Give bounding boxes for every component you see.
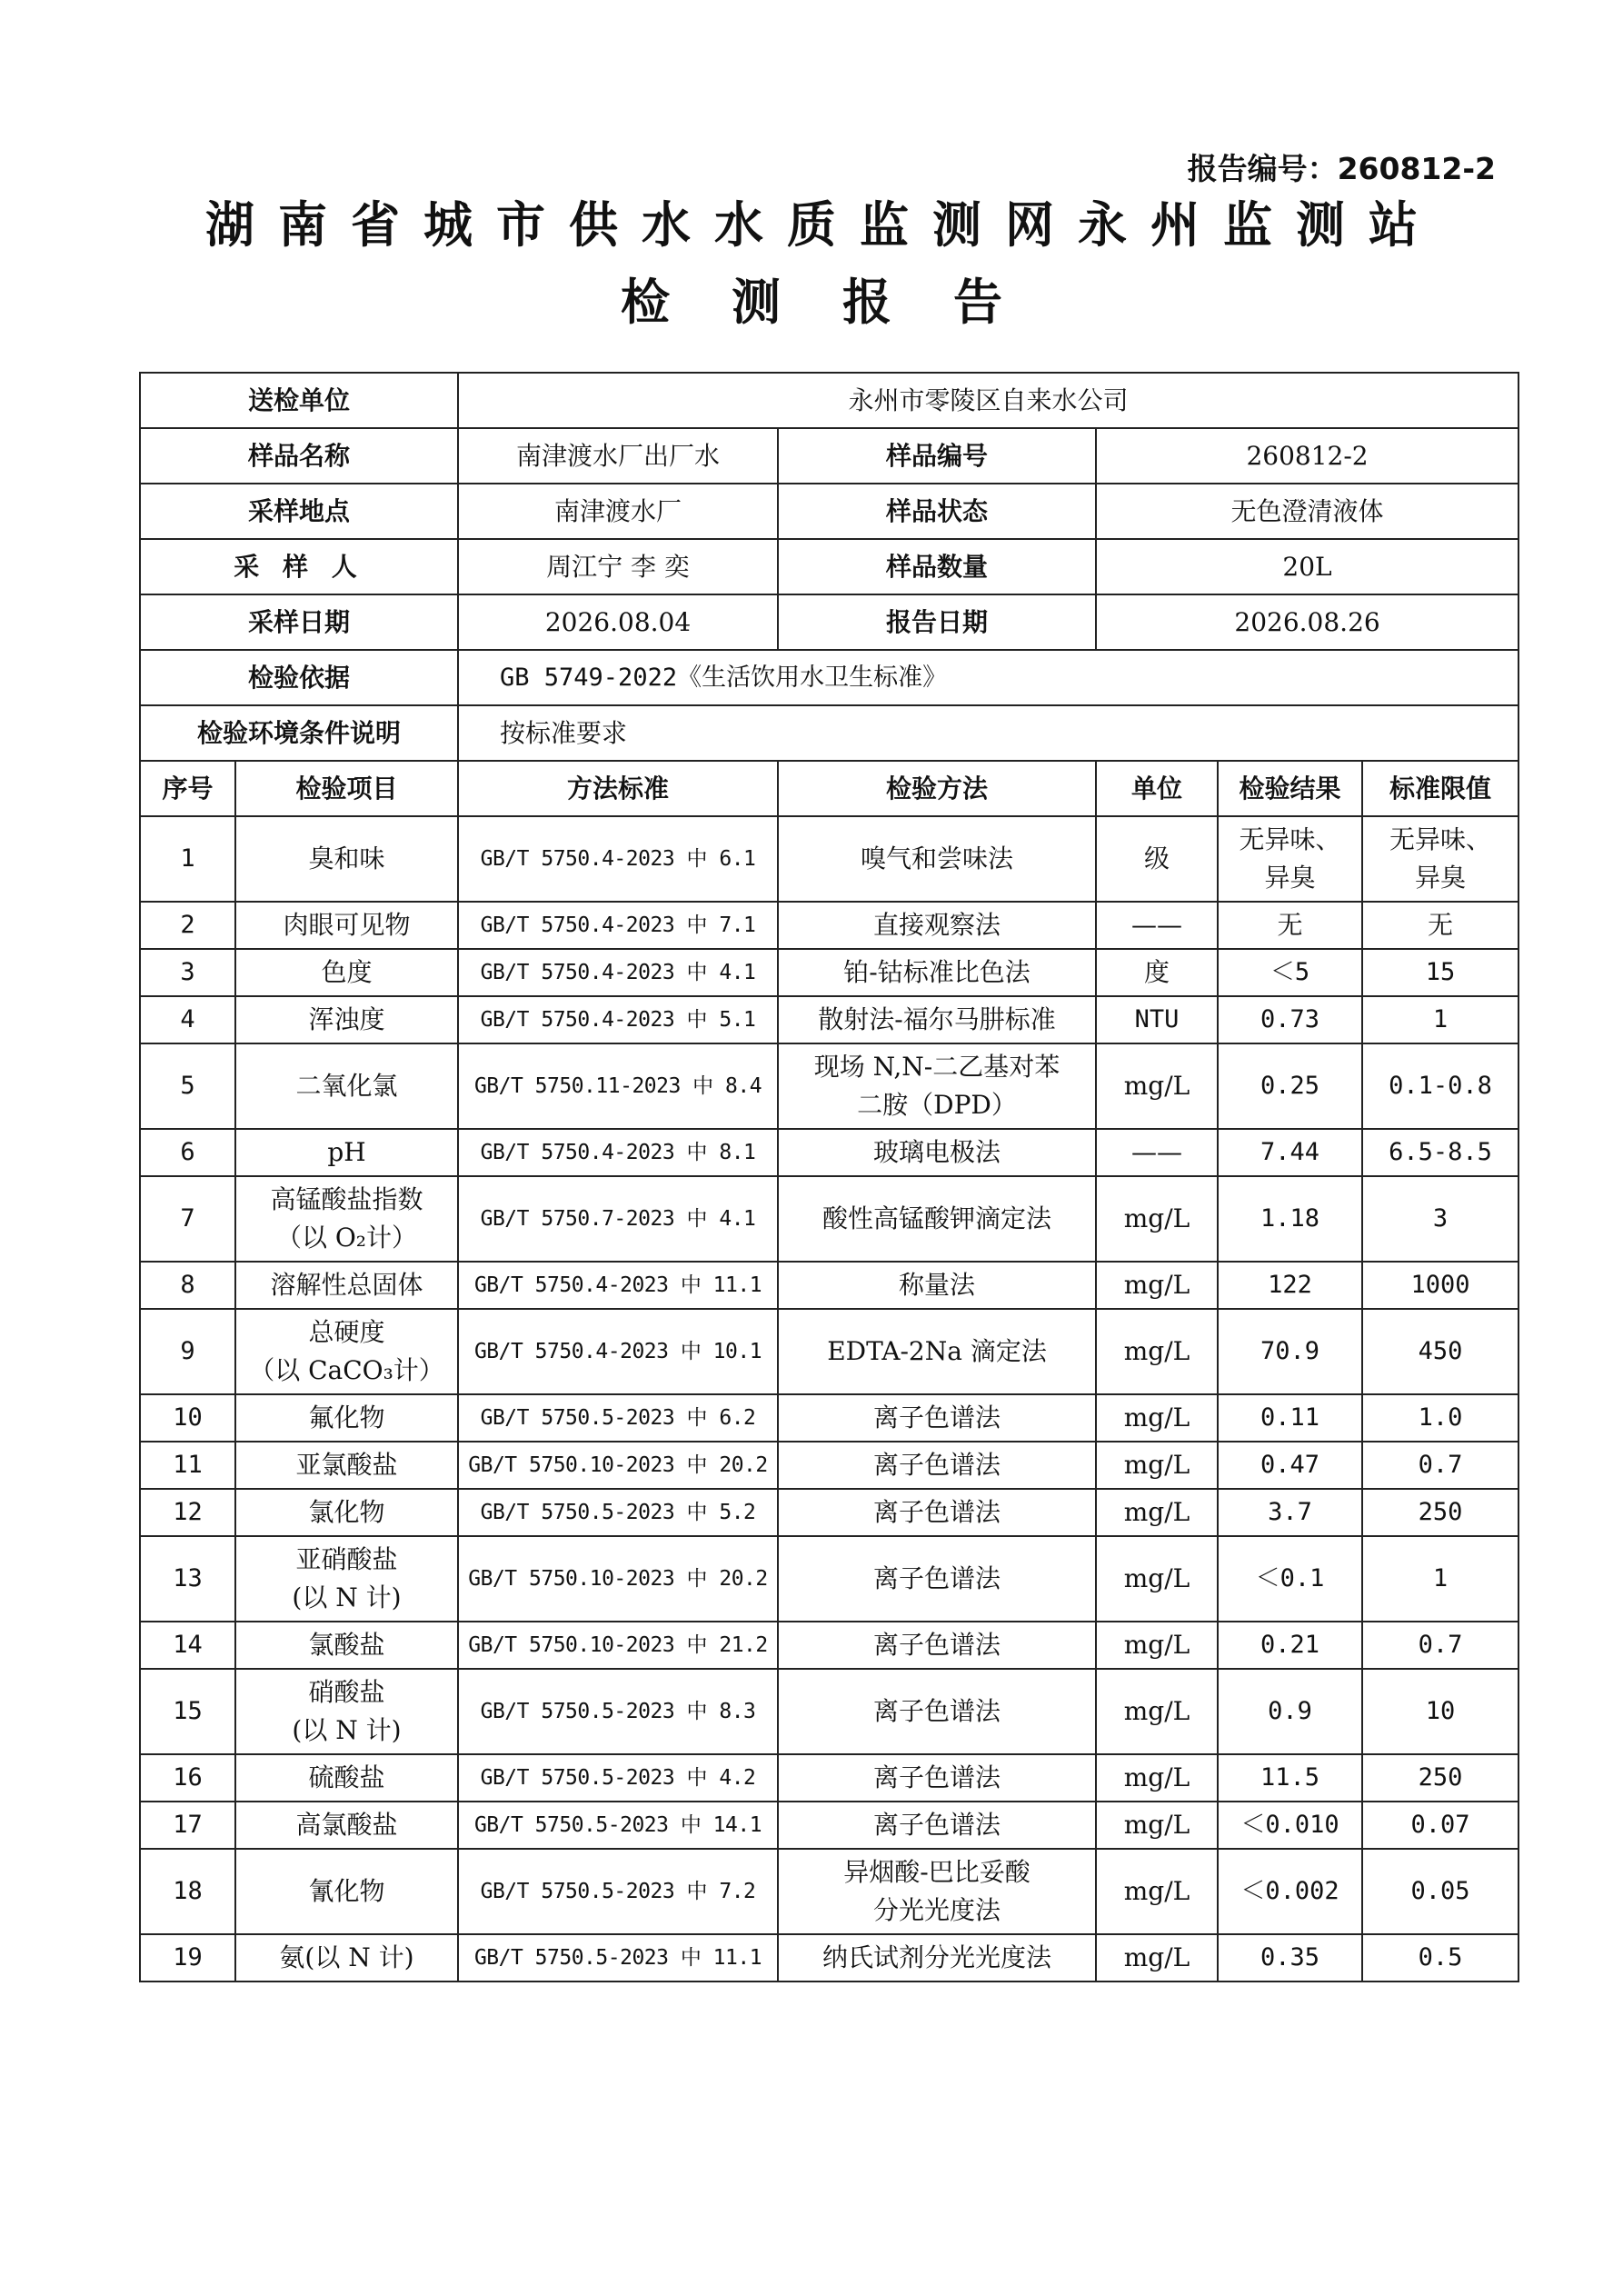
unit: 度 (1096, 949, 1218, 996)
test-method (778, 1669, 1096, 1754)
standard-limit (1362, 902, 1518, 949)
test-method-line: 铂-钴标准比色法 (843, 957, 1031, 987)
quantity-label: 样品数量 (778, 539, 1096, 594)
method-standard: GB/T 5750.10-2023 中 21.2 (458, 1622, 778, 1669)
test-method-line: 离子色谱法 (873, 1563, 1001, 1593)
test-method-line: 分光光度法 (873, 1895, 1001, 1925)
test-item (235, 1043, 458, 1129)
test-method (778, 996, 1096, 1043)
test-method-line: 离子色谱法 (873, 1810, 1001, 1840)
test-item (235, 816, 458, 902)
row-number: 19 (140, 1934, 235, 1982)
test-method-line: 离子色谱法 (873, 1450, 1001, 1480)
page-subtitle: 检测报告 (621, 274, 1064, 331)
test-method-line: 离子色谱法 (873, 1403, 1001, 1433)
header-item: 检验项目 (235, 761, 458, 816)
table-row (140, 1622, 1518, 1669)
standard-limit-line: 0.7 (1418, 1451, 1463, 1479)
standard-limit (1362, 1802, 1518, 1849)
unit: 级 (1096, 816, 1218, 902)
test-method (778, 1309, 1096, 1394)
standard-limit-line: 250 (1418, 1763, 1463, 1792)
test-result (1218, 1129, 1362, 1176)
test-result (1218, 1442, 1362, 1489)
sampler-label: 采 样 人 (140, 539, 458, 594)
test-method-line: EDTA-2Na 滴定法 (827, 1336, 1047, 1366)
method-standard: GB/T 5750.5-2023 中 11.1 (458, 1934, 778, 1982)
test-result (1218, 1489, 1362, 1536)
row-number: 3 (140, 949, 235, 996)
test-method (778, 1489, 1096, 1536)
test-method (778, 816, 1096, 902)
test-item-line: 氟化物 (308, 1403, 385, 1433)
row-number: 16 (140, 1754, 235, 1802)
standard-limit (1362, 1129, 1518, 1176)
test-item-line: (以 N 计) (292, 1582, 402, 1612)
standard-limit-line: 15 (1425, 958, 1456, 986)
standard-limit (1362, 1536, 1518, 1622)
test-method-line: 现场 N,N-二乙基对苯 (813, 1052, 1060, 1082)
test-item-line: 硫酸盐 (308, 1762, 385, 1792)
test-result (1218, 1934, 1362, 1982)
standard-limit (1362, 1394, 1518, 1442)
table-row (140, 1536, 1518, 1622)
standard-limit-line: 450 (1418, 1337, 1463, 1365)
header-standard: 方法标准 (458, 761, 778, 816)
unit: mg/L (1096, 1802, 1218, 1849)
standard-limit-line: 0.7 (1418, 1631, 1463, 1659)
table-row (140, 1394, 1518, 1442)
unit: —— (1096, 902, 1218, 949)
test-item (235, 1536, 458, 1622)
test-result (1218, 1536, 1362, 1622)
row-number: 13 (140, 1536, 235, 1622)
test-result-line: 无异味、 (1239, 824, 1341, 854)
method-standard: GB/T 5750.10-2023 中 20.2 (458, 1442, 778, 1489)
method-standard: GB/T 5750.4-2023 中 6.1 (458, 816, 778, 902)
row-number: 6 (140, 1129, 235, 1176)
test-result (1218, 996, 1362, 1043)
test-item-line: 色度 (321, 957, 373, 987)
method-standard: GB/T 5750.5-2023 中 4.2 (458, 1754, 778, 1802)
sample-no-value: 260812-2 (1096, 428, 1518, 484)
location-label: 采样地点 (140, 484, 458, 539)
standard-limit (1362, 996, 1518, 1043)
sample-name-label: 样品名称 (140, 428, 458, 484)
test-method-line: 离子色谱法 (873, 1630, 1001, 1660)
test-result-line: 0.35 (1260, 1943, 1320, 1972)
test-method (778, 1043, 1096, 1129)
test-item-line: pH (327, 1137, 366, 1167)
standard-limit (1362, 1849, 1518, 1934)
standard-limit-line: 0.5 (1418, 1943, 1463, 1972)
test-result (1218, 1802, 1362, 1849)
table-row (140, 902, 1518, 949)
standard-limit-line: 无 (1428, 910, 1454, 940)
row-number: 4 (140, 996, 235, 1043)
standard-limit-line: 1 (1432, 1564, 1449, 1592)
test-method (778, 1802, 1096, 1849)
table-row (140, 1489, 1518, 1536)
test-result (1218, 1043, 1362, 1129)
report-date-label: 报告日期 (778, 594, 1096, 650)
test-result-line: ＜0.010 (1240, 1811, 1339, 1839)
standard-limit-line: 0.1-0.8 (1389, 1072, 1492, 1100)
method-standard: GB/T 5750.5-2023 中 7.2 (458, 1849, 778, 1934)
test-result (1218, 1309, 1362, 1394)
test-result-line: 0.73 (1260, 1005, 1320, 1033)
test-item (235, 1394, 458, 1442)
test-result-line: 3.7 (1268, 1498, 1312, 1526)
test-method (778, 1622, 1096, 1669)
standard-limit-line: 1000 (1410, 1271, 1470, 1299)
method-standard: GB/T 5750.5-2023 中 6.2 (458, 1394, 778, 1442)
header-limit: 标准限值 (1362, 761, 1518, 816)
test-item (235, 1442, 458, 1489)
standard-limit-line: 1.0 (1418, 1403, 1463, 1432)
test-item-line: 高锰酸盐指数 (270, 1184, 423, 1214)
test-method (778, 1176, 1096, 1262)
method-standard: GB/T 5750.4-2023 中 4.1 (458, 949, 778, 996)
test-item-line: 氯酸盐 (308, 1630, 385, 1660)
basis-value: GB 5749-2022《生活饮用水卫生标准》 (458, 650, 1518, 705)
standard-limit (1362, 1669, 1518, 1754)
test-method-line: 酸性高锰酸钾滴定法 (822, 1203, 1052, 1233)
test-item (235, 949, 458, 996)
test-item-line: 肉眼可见物 (283, 910, 411, 940)
header-method: 检验方法 (778, 761, 1096, 816)
header-no: 序号 (140, 761, 235, 816)
unit: mg/L (1096, 1489, 1218, 1536)
test-item-line: 氯化物 (308, 1497, 385, 1527)
sample-no-label: 样品编号 (778, 428, 1096, 484)
table-row (140, 1043, 1518, 1129)
unit: mg/L (1096, 1934, 1218, 1982)
unit: mg/L (1096, 1622, 1218, 1669)
table-row (140, 816, 1518, 902)
table-row (140, 996, 1518, 1043)
sampler-value: 周江宁 李 奕 (458, 539, 778, 594)
test-item-line: 氰化物 (308, 1876, 385, 1906)
row-number: 10 (140, 1394, 235, 1442)
row-number: 17 (140, 1802, 235, 1849)
method-standard: GB/T 5750.5-2023 中 5.2 (458, 1489, 778, 1536)
test-result-line: 无 (1277, 910, 1303, 940)
test-result-line: 0.47 (1260, 1451, 1320, 1479)
test-method (778, 949, 1096, 996)
test-method-line: 直接观察法 (873, 910, 1001, 940)
test-result-line: ＜0.1 (1255, 1564, 1325, 1592)
sample-name-value: 南津渡水厂出厂水 (458, 428, 778, 484)
standard-limit (1362, 1442, 1518, 1489)
test-result (1218, 1622, 1362, 1669)
table-row (140, 949, 1518, 996)
test-result (1218, 949, 1362, 996)
row-number: 1 (140, 816, 235, 902)
standard-limit-line: 异臭 (1415, 863, 1467, 893)
row-number: 18 (140, 1849, 235, 1934)
test-item (235, 1176, 458, 1262)
basis-label: 检验依据 (140, 650, 458, 705)
standard-limit-line: 6.5-8.5 (1389, 1138, 1492, 1166)
quantity-value: 20L (1096, 539, 1518, 594)
submit-unit-label: 送检单位 (140, 373, 458, 428)
test-item (235, 1802, 458, 1849)
test-item-line: 硝酸盐 (308, 1677, 385, 1707)
test-result-line: 122 (1268, 1271, 1312, 1299)
standard-limit (1362, 1934, 1518, 1982)
test-method (778, 1934, 1096, 1982)
standard-limit (1362, 949, 1518, 996)
test-method-line: 散射法-福尔马肼标准 (818, 1004, 1056, 1034)
page-title: 湖南省城市供水水质监测网永州监测站 (205, 196, 1441, 254)
test-method-line: 异烟酸-巴比妥酸 (843, 1857, 1031, 1887)
test-method (778, 1129, 1096, 1176)
test-item (235, 1622, 458, 1669)
unit: mg/L (1096, 1536, 1218, 1622)
row-number: 7 (140, 1176, 235, 1262)
test-result-line: 70.9 (1260, 1337, 1320, 1365)
test-result-line: 0.9 (1268, 1697, 1312, 1725)
test-method (778, 902, 1096, 949)
test-item (235, 1489, 458, 1536)
test-method (778, 1536, 1096, 1622)
standard-limit-line: 250 (1418, 1498, 1463, 1526)
test-method (778, 1262, 1096, 1309)
test-result-line: ＜0.002 (1240, 1877, 1339, 1905)
submit-unit-value: 永州市零陵区自来水公司 (458, 373, 1518, 428)
test-item-line: 浑浊度 (308, 1004, 385, 1034)
test-method-line: 纳氏试剂分光光度法 (822, 1942, 1052, 1972)
standard-limit (1362, 1309, 1518, 1394)
method-standard: GB/T 5750.4-2023 中 10.1 (458, 1309, 778, 1394)
test-result (1218, 1849, 1362, 1934)
table-header-row (140, 761, 1518, 816)
standard-limit (1362, 816, 1518, 902)
table-row (140, 1849, 1518, 1934)
standard-limit-line: 0.07 (1410, 1811, 1470, 1839)
method-standard: GB/T 5750.5-2023 中 8.3 (458, 1669, 778, 1754)
test-result (1218, 1262, 1362, 1309)
row-number: 2 (140, 902, 235, 949)
test-result (1218, 1669, 1362, 1754)
state-value: 无色澄清液体 (1096, 484, 1518, 539)
test-item (235, 1129, 458, 1176)
test-result-line: 1.18 (1260, 1204, 1320, 1233)
test-item-line: 氨(以 N 计) (279, 1942, 414, 1972)
table-row (140, 1754, 1518, 1802)
test-method (778, 1442, 1096, 1489)
test-item-line: 臭和味 (308, 844, 385, 873)
test-item (235, 1262, 458, 1309)
test-item-line: 亚氯酸盐 (295, 1450, 398, 1480)
test-method-line: 称量法 (899, 1270, 976, 1300)
test-result-line: 7.44 (1260, 1138, 1320, 1166)
test-method-line: 二胺（DPD） (857, 1090, 1017, 1120)
standard-limit-line: 0.05 (1410, 1877, 1470, 1905)
test-method-line: 离子色谱法 (873, 1696, 1001, 1726)
test-item-line: 溶解性总固体 (270, 1270, 423, 1300)
method-standard: GB/T 5750.5-2023 中 14.1 (458, 1802, 778, 1849)
unit: mg/L (1096, 1442, 1218, 1489)
row-number: 8 (140, 1262, 235, 1309)
method-standard: GB/T 5750.7-2023 中 4.1 (458, 1176, 778, 1262)
unit: mg/L (1096, 1394, 1218, 1442)
table-row (140, 1669, 1518, 1754)
standard-limit (1362, 1489, 1518, 1536)
header-unit: 单位 (1096, 761, 1218, 816)
test-method (778, 1754, 1096, 1802)
location-value: 南津渡水厂 (458, 484, 778, 539)
env-value: 按标准要求 (458, 705, 1518, 761)
row-number: 14 (140, 1622, 235, 1669)
unit: mg/L (1096, 1669, 1218, 1754)
header-result: 检验结果 (1218, 761, 1362, 816)
standard-limit (1362, 1622, 1518, 1669)
test-item (235, 996, 458, 1043)
test-item (235, 1669, 458, 1754)
row-number: 9 (140, 1309, 235, 1394)
unit: mg/L (1096, 1754, 1218, 1802)
test-method (778, 1849, 1096, 1934)
table-row (140, 1129, 1518, 1176)
standard-limit-line: 10 (1425, 1697, 1456, 1725)
test-result-line: ＜5 (1270, 958, 1310, 986)
test-method-line: 离子色谱法 (873, 1762, 1001, 1792)
unit: NTU (1096, 996, 1218, 1043)
test-item (235, 902, 458, 949)
test-method (778, 1394, 1096, 1442)
unit: mg/L (1096, 1262, 1218, 1309)
method-standard: GB/T 5750.4-2023 中 5.1 (458, 996, 778, 1043)
test-item-line: 总硬度 (308, 1317, 385, 1347)
standard-limit (1362, 1754, 1518, 1802)
table-row (140, 1934, 1518, 1982)
test-item-line: 亚硝酸盐 (295, 1544, 398, 1574)
table-row (140, 1309, 1518, 1394)
unit: mg/L (1096, 1309, 1218, 1394)
unit: mg/L (1096, 1176, 1218, 1262)
method-standard: GB/T 5750.4-2023 中 8.1 (458, 1129, 778, 1176)
test-method-line: 嗅气和尝味法 (861, 844, 1014, 873)
method-standard: GB/T 5750.10-2023 中 20.2 (458, 1536, 778, 1622)
table-row (140, 1176, 1518, 1262)
test-result (1218, 1176, 1362, 1262)
test-result-line: 0.11 (1260, 1403, 1320, 1432)
test-item (235, 1934, 458, 1982)
report-number: 报告编号：260812-2 (1187, 151, 1496, 186)
report-date-value: 2026.08.26 (1096, 594, 1518, 650)
test-result-line: 异臭 (1264, 863, 1316, 893)
table-row (140, 1442, 1518, 1489)
table-row (140, 1802, 1518, 1849)
row-number: 5 (140, 1043, 235, 1129)
method-standard: GB/T 5750.4-2023 中 7.1 (458, 902, 778, 949)
report-table (139, 372, 1519, 1982)
test-item (235, 1849, 458, 1934)
standard-limit (1362, 1176, 1518, 1262)
test-method-line: 玻璃电极法 (873, 1137, 1001, 1167)
test-item (235, 1754, 458, 1802)
sample-date-value: 2026.08.04 (458, 594, 778, 650)
test-result-line: 0.25 (1260, 1072, 1320, 1100)
unit: mg/L (1096, 1849, 1218, 1934)
unit: —— (1096, 1129, 1218, 1176)
standard-limit (1362, 1043, 1518, 1129)
row-number: 12 (140, 1489, 235, 1536)
env-label: 检验环境条件说明 (140, 705, 458, 761)
test-item (235, 1309, 458, 1394)
standard-limit-line: 无异味、 (1389, 824, 1492, 854)
test-method-line: 离子色谱法 (873, 1497, 1001, 1527)
method-standard: GB/T 5750.11-2023 中 8.4 (458, 1043, 778, 1129)
test-result (1218, 902, 1362, 949)
table-row (140, 1262, 1518, 1309)
method-standard: GB/T 5750.4-2023 中 11.1 (458, 1262, 778, 1309)
unit: mg/L (1096, 1043, 1218, 1129)
test-result (1218, 1754, 1362, 1802)
state-label: 样品状态 (778, 484, 1096, 539)
test-item-line: （以 O₂计） (275, 1223, 418, 1253)
test-result (1218, 816, 1362, 902)
sample-date-label: 采样日期 (140, 594, 458, 650)
test-result (1218, 1394, 1362, 1442)
test-item-line: 高氯酸盐 (295, 1810, 398, 1840)
test-result-line: 0.21 (1260, 1631, 1320, 1659)
test-item-line: (以 N 计) (292, 1715, 402, 1745)
standard-limit (1362, 1262, 1518, 1309)
row-number: 11 (140, 1442, 235, 1489)
test-item-line: 二氧化氯 (295, 1071, 398, 1101)
row-number: 15 (140, 1669, 235, 1754)
standard-limit-line: 3 (1432, 1204, 1449, 1233)
test-item-line: （以 CaCO₃计） (249, 1355, 444, 1385)
test-result-line: 11.5 (1260, 1763, 1320, 1792)
standard-limit-line: 1 (1432, 1005, 1449, 1033)
